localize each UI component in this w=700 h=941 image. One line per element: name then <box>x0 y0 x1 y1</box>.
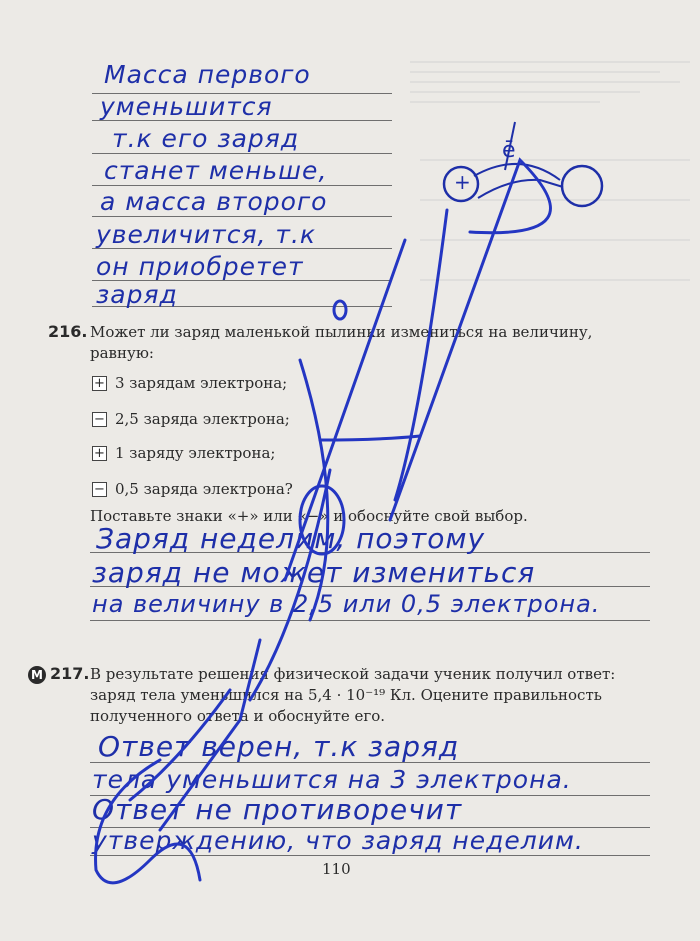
handwritten-line: а масса второго <box>100 187 328 216</box>
handwritten-line: утверждению, что заряд неделим. <box>92 826 584 855</box>
handwritten-line: заряд не может измениться <box>92 556 536 589</box>
m-badge-icon: М <box>28 666 46 684</box>
option-checkbox[interactable]: + <box>92 376 107 391</box>
task-question: заряд тела уменьшился на 5,4 · 10⁻¹⁹ Кл. Оцените правильность <box>90 686 602 704</box>
handwritten-line: он приобретет <box>96 252 304 281</box>
plus-label: + <box>454 170 472 194</box>
electron-label: ē <box>502 138 517 163</box>
handwritten-line: Ответ верен, т.к заряд <box>98 730 460 763</box>
ink-stroke <box>250 470 330 700</box>
ink-circle <box>334 301 346 319</box>
handwritten-line: уменьшится <box>100 92 273 121</box>
handwritten-line: Ответ не противоречит <box>92 793 463 826</box>
task-number: 217. <box>50 664 90 683</box>
task-instruction: Поставьте знаки «+» или «−» и обоснуйте свой выбор. <box>90 507 528 525</box>
option-label: 3 зарядам электрона; <box>115 374 288 392</box>
option-checkbox[interactable]: − <box>92 412 107 427</box>
task-number: 216. <box>48 322 88 341</box>
handwritten-line: Масса первого <box>104 60 311 89</box>
handwritten-line: увеличится, т.к <box>96 220 317 249</box>
task-question: В результате решения физической задачи ученик получил ответ: <box>90 665 616 683</box>
ink-stroke <box>96 760 200 883</box>
ink-stroke <box>395 210 447 500</box>
option-checkbox[interactable]: − <box>92 482 107 497</box>
option-label: 1 заряду электрона; <box>115 444 276 462</box>
task-question: Может ли заряд маленькой пылинки измениться на величину, <box>90 323 593 341</box>
ink-stroke <box>130 690 230 800</box>
ink-stroke <box>285 240 405 580</box>
handwritten-line: т.к его заряд <box>112 124 300 153</box>
handwritten-line: Заряд неделим, поэтому <box>96 522 486 555</box>
option-checkbox[interactable]: + <box>92 446 107 461</box>
option-label: 2,5 заряда электрона; <box>115 410 290 428</box>
task-question: полученного ответа и обоснуйте его. <box>90 707 386 725</box>
handwritten-line: станет меньше, <box>104 156 328 185</box>
page-number: 110 <box>322 860 351 878</box>
handwritten-line: заряд <box>96 280 178 309</box>
ink-stroke <box>160 640 260 830</box>
ink-stroke <box>390 160 550 520</box>
option-label: 0,5 заряда электрона? <box>115 480 293 498</box>
handwritten-line: тела уменьшится на 3 электрона. <box>92 765 572 794</box>
handwritten-line: на величину в 2,5 или 0,5 электрона. <box>92 590 601 618</box>
task-question: равную: <box>90 344 154 362</box>
